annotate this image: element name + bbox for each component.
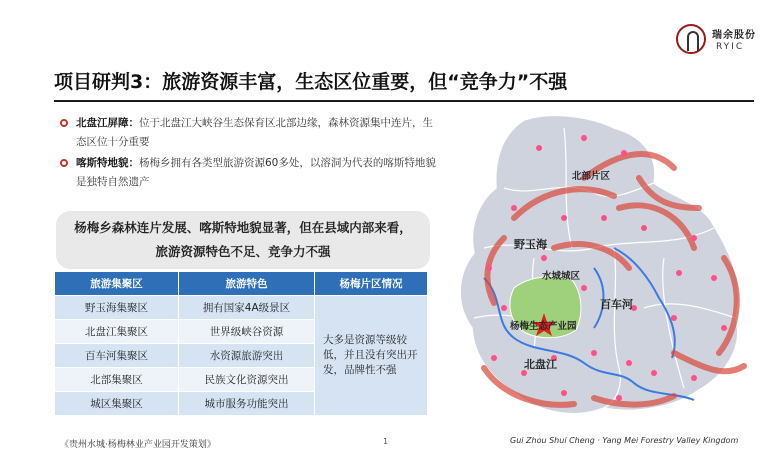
table-cell: 北盘江集聚区 [55, 320, 179, 344]
table-header-cell: 旅游集聚区 [55, 272, 179, 296]
bullet-term: 喀斯特地貌： [76, 157, 139, 169]
table-header-row [55, 272, 428, 296]
table-header-cell: 杨梅片区情况 [315, 272, 428, 296]
table-cell: 水资源旅游突出 [179, 344, 315, 368]
tourism-cluster-table [54, 271, 428, 416]
map-label-yuhai: 野玉海 [514, 238, 547, 251]
table-cell: 拥有国家4A级景区 [179, 296, 315, 320]
highlight-callout [56, 211, 430, 269]
callout-line: 杨梅乡森林连片发展、喀斯特地貌显著，但在县域内部来看， [74, 220, 412, 235]
bullet-term: 北盘江屏障： [76, 117, 139, 129]
bullet-dot-icon [60, 119, 68, 127]
page-title: 项目研判3：旅游资源丰富，生态区位重要，但“竞争力”不强 [54, 71, 568, 93]
footer-doc-title: 《贵州水城·杨梅林业产业园开发策划》 [60, 440, 216, 450]
bullet-list [60, 114, 440, 194]
table-cell: 百车河集聚区 [55, 344, 179, 368]
table-cell: 世界级峡谷资源 [179, 320, 315, 344]
merged-note-cell: 大多是资源等级较低，并且没有突出开发，品牌性不强 [315, 296, 428, 416]
map-label-city: 水城城区 [542, 271, 581, 282]
table-cell: 城市服务功能突出 [179, 392, 315, 416]
table-cell: 野玉海集聚区 [55, 296, 179, 320]
table-row [55, 296, 428, 320]
map-label-beipan: 北盘江 [524, 358, 557, 371]
table-cell: 北部集聚区 [55, 368, 179, 392]
company-logo [676, 22, 760, 60]
table-header-cell: 旅游特色 [179, 272, 315, 296]
logo-emblem-icon [676, 24, 706, 54]
bullet-text: 杨梅乡拥有各类型旅游资源60多处，以溶洞为代表的喀斯特地貌是独特自然遗产 [76, 157, 436, 188]
bullet-item [60, 114, 440, 152]
callout-line: 旅游资源特色不足、竞争力不强 [155, 244, 331, 259]
table-cell: 城区集聚区 [55, 392, 179, 416]
map-label-north: 北部片区 [572, 171, 611, 182]
bullet-text: 位于北盘江大峡谷生态保育区北部边缘，森林资源集中连片，生态区位十分重要 [76, 117, 433, 148]
county-outline [460, 115, 739, 413]
footer-page-number: 1 [383, 437, 389, 446]
bullet-dot-icon [60, 159, 68, 167]
logo-name-cn: 瑞余股份 [712, 30, 756, 41]
map-label-baiche: 百车河 [600, 298, 633, 311]
map-label-yangmei: 杨梅生态产业园 [510, 321, 577, 332]
title-divider [54, 100, 754, 102]
region-map [444, 108, 762, 432]
logo-name-en: RYIC [716, 42, 745, 52]
table-cell: 民族文化资源突出 [179, 368, 315, 392]
footer-english-title: Gui Zhou Shui Cheng · Yang Mei Forestry Valley Kingdom [510, 436, 739, 445]
bullet-item [60, 154, 440, 192]
map-graphic [444, 108, 762, 432]
